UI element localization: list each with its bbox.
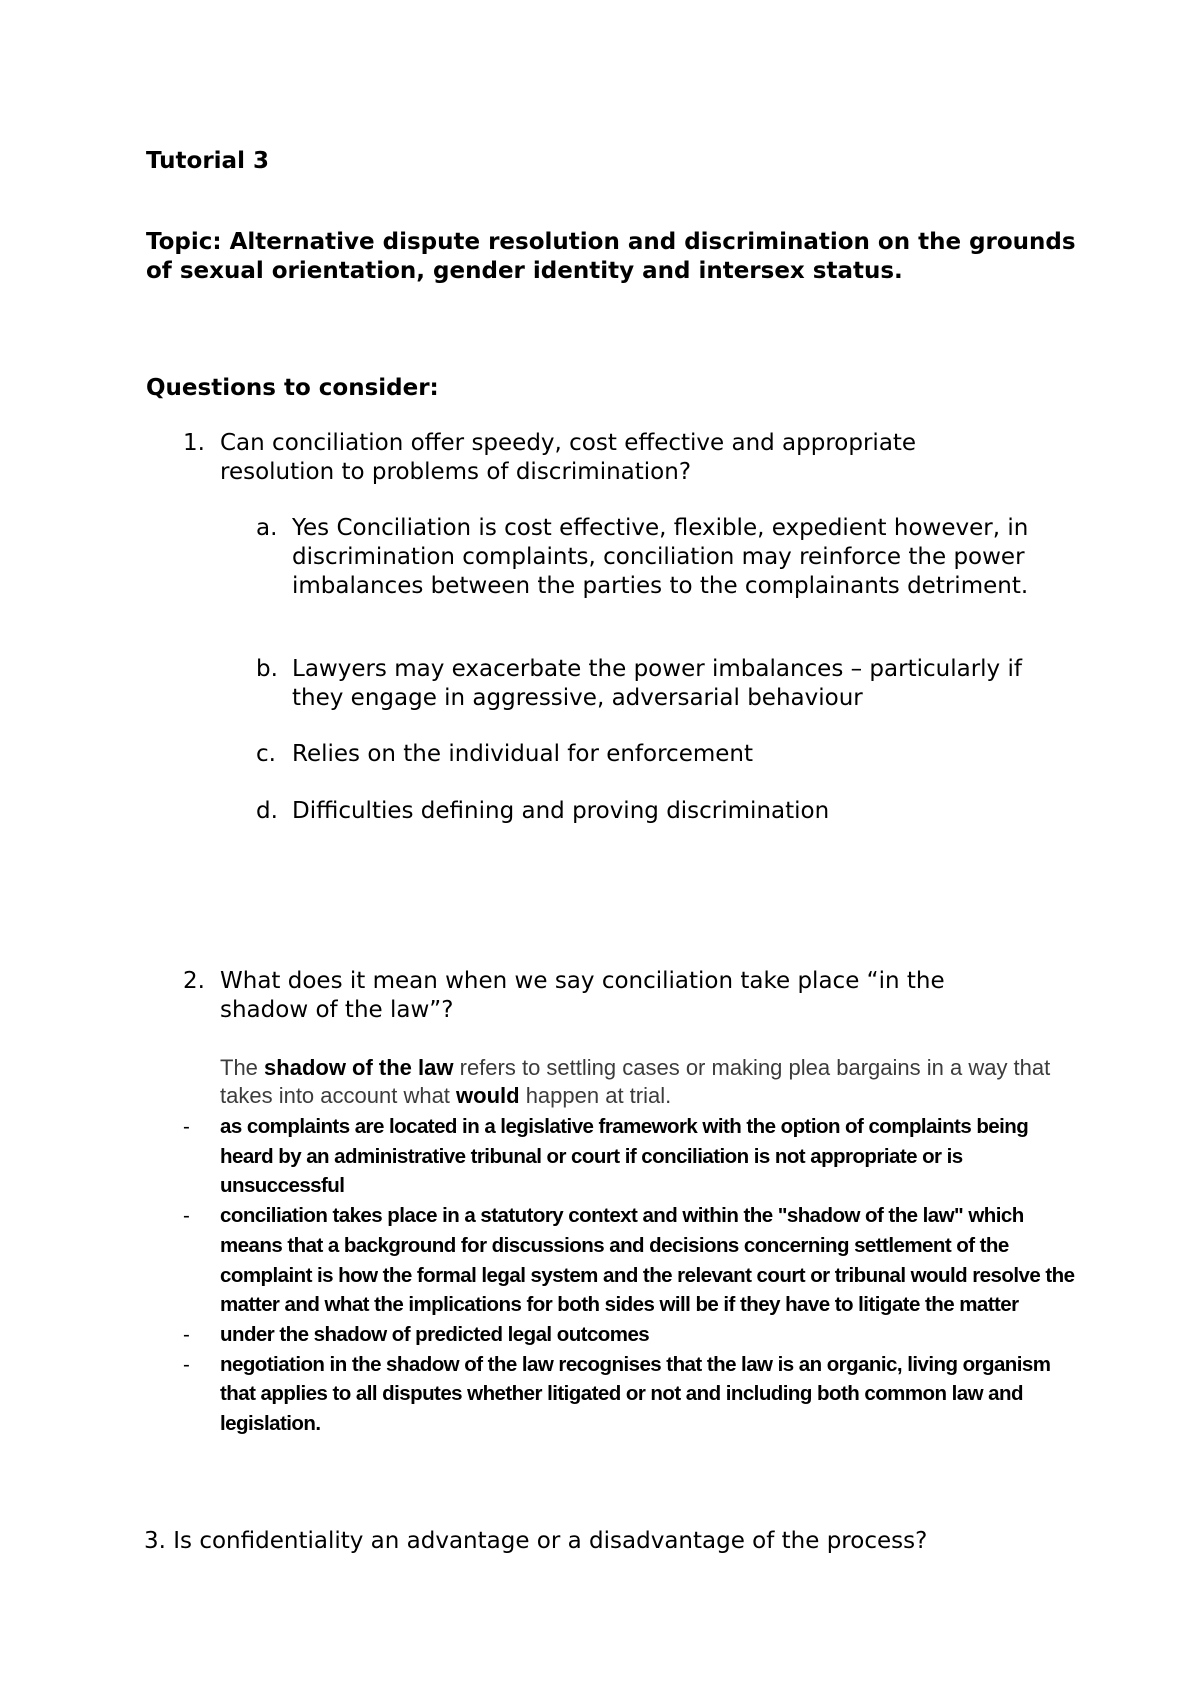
document-title: Tutorial 3 xyxy=(146,148,269,174)
question-number: 2. xyxy=(183,968,205,994)
question-number: 1. xyxy=(183,430,205,456)
answer-letter: d. xyxy=(256,798,278,824)
answer-item-a xyxy=(256,514,1086,634)
shadow-of-law-bullets xyxy=(183,1112,1083,1439)
list-item: - as complaints are located in a legislative framework with the option of complaints being heard by an administrative tribunal or court if conciliation is not appropriate or is unsuccessful xyxy=(183,1112,1083,1201)
bullet-dash: - xyxy=(183,1204,190,1228)
answer-item-d xyxy=(256,797,1086,827)
answer-item-c xyxy=(256,740,1086,770)
question-1 xyxy=(183,429,1033,489)
answer-item-b xyxy=(256,655,1086,715)
answer-text: Relies on the individual for enforcement xyxy=(292,741,753,767)
topic-heading: Topic: Alternative dispute resolution and discrimination on the grounds of sexual orientation, gender identity and intersex status. xyxy=(146,229,1076,284)
answer-text: Yes Conciliation is cost effective, flexible, expedient however, in discrimination complaints, conciliation may reinforce the power imbalances between the parties to the complainants detriment. xyxy=(292,515,1029,599)
list-item: - under the shadow of predicted legal outcomes xyxy=(183,1320,1083,1350)
question-2 xyxy=(183,967,1033,1027)
questions-heading: Questions to consider: xyxy=(146,375,439,401)
shadow-of-law-definition: The shadow of the law refers to settling cases or making plea bargains in a way that takes into account what would happen at trial. xyxy=(220,1055,1051,1108)
question-text: Can conciliation offer speedy, cost effective and appropriate resolution to problems of discrimination? xyxy=(220,430,917,485)
question-text: What does it mean when we say conciliation take place “in the shadow of the law”? xyxy=(220,968,945,1023)
question-3: 3. Is confidentiality an advantage or a disadvantage of the process? xyxy=(144,1528,928,1554)
bullet-dash: - xyxy=(183,1352,190,1376)
answer-text: Difficulties defining and proving discrimination xyxy=(292,798,830,824)
answer-letter: b. xyxy=(256,656,278,682)
bullet-dash: - xyxy=(183,1322,190,1346)
answer-letter: c. xyxy=(256,741,276,767)
list-item: - negotiation in the shadow of the law recognises that the law is an organic, living organism that applies to all disputes whether litigated or not and including both common law and legislation. xyxy=(183,1350,1083,1439)
answer-letter: a. xyxy=(256,515,278,541)
bullet-dash: - xyxy=(183,1115,190,1138)
list-item: - conciliation takes place in a statutory context and within the "shadow of the law" which means that a background for discussions and decisions concerning settlement of the complaint is how the formal legal system and the relevant court or tribunal would resolve the matter and what the implications for both sides will be if they have to litigate the matter xyxy=(183,1201,1083,1320)
answer-text: Lawyers may exacerbate the power imbalances – particularly if they engage in aggressive, adversarial behaviour xyxy=(292,656,1022,711)
